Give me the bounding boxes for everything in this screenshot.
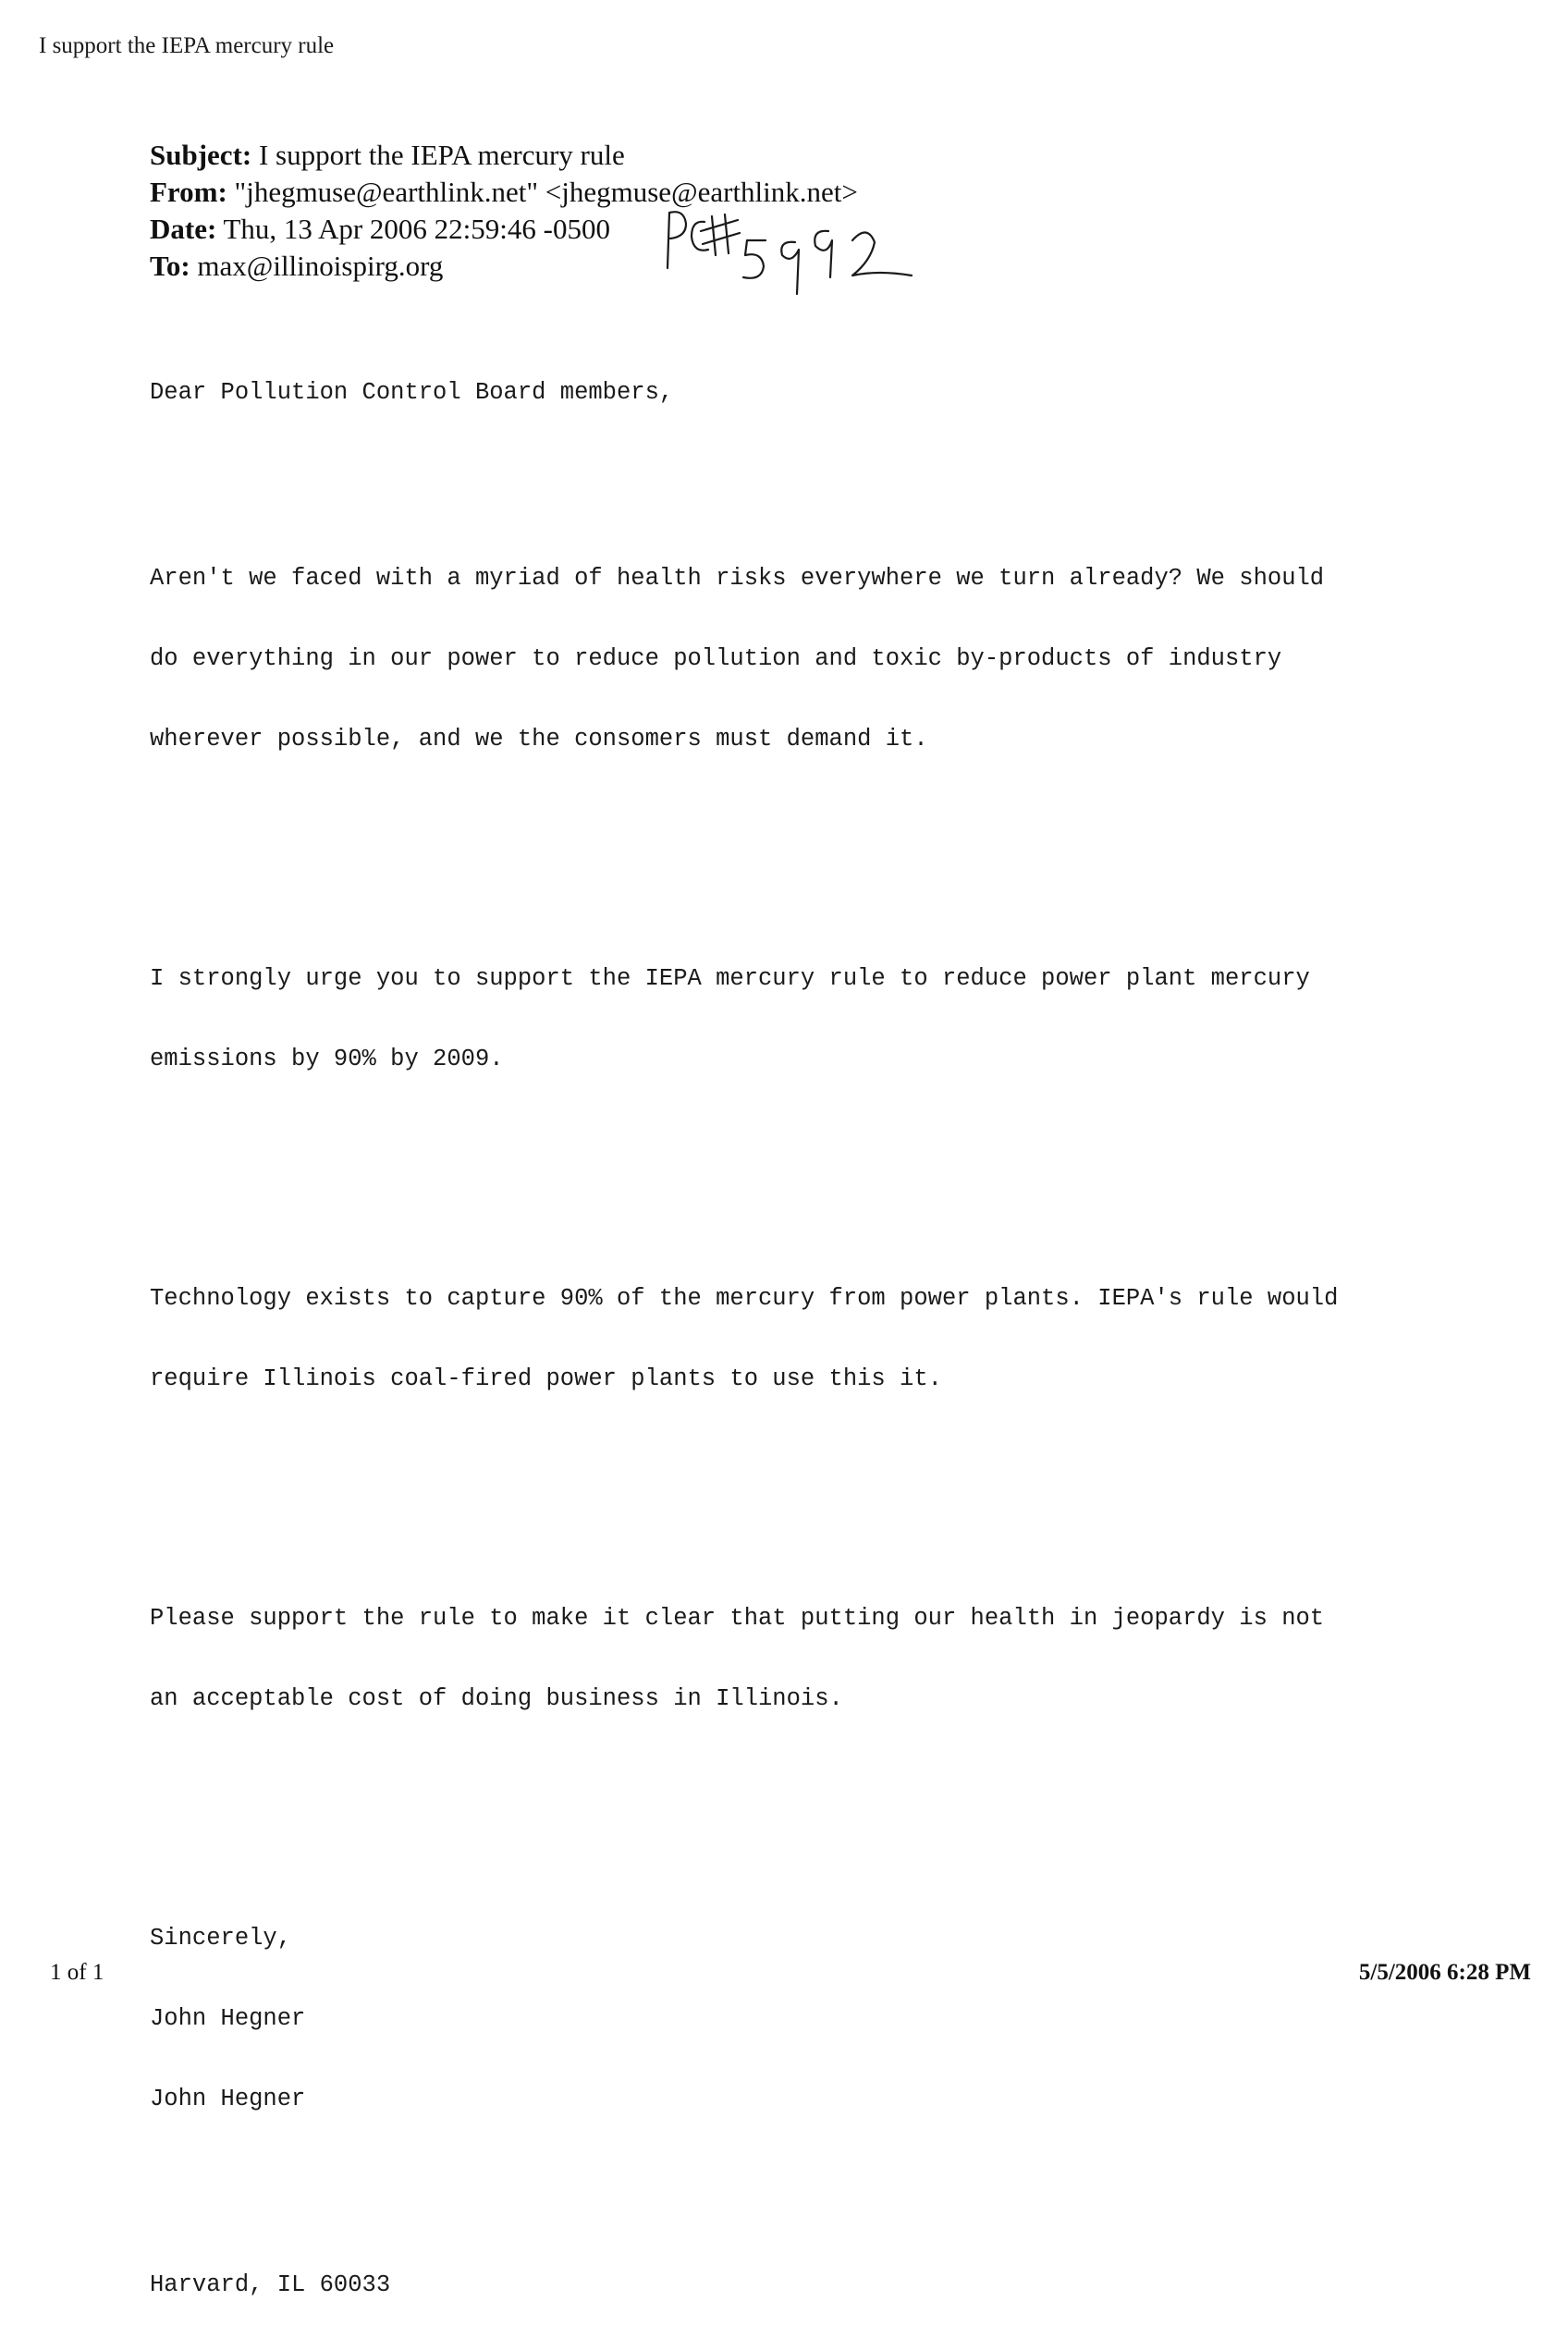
sender-location: Harvard, IL 60033 [150,2271,391,2298]
body-paragraph-4 [150,1551,1472,1766]
date-value: Thu, 13 Apr 2006 22:59:46 -0500 [223,213,610,245]
from-label: From: [150,176,227,208]
body-line: require Illinois coal-fired power plants to use this it. [150,1365,942,1392]
signature-line: John Hegner [150,2005,306,2032]
body-line: I strongly urge you to support the IEPA mercury rule to reduce power plant mercury [150,965,1310,992]
body-line: do everything in our power to reduce pollution and toxic by-products of industry [150,645,1282,672]
handwritten-stamp-icon [647,203,925,305]
print-timestamp: 5/5/2006 6:28 PM [1358,1960,1531,1985]
closing-block [150,1871,1472,2166]
from-value: "jhegmuse@earthlink.net" <jhegmuse@earthlink.net> [234,176,858,208]
body-line: Aren't we faced with a myriad of health risks everywhere we turn already? We should [150,565,1325,592]
body-line: wherever possible, and we the consomers must demand it. [150,726,928,753]
body-paragraph-2 [150,912,1472,1126]
body-line: Technology exists to capture 90% of the mercury from power plants. IEPA's rule would [150,1285,1339,1312]
body-line: Please support the rule to make it clear that putting our health in jeopardy is not [150,1605,1325,1632]
salutation: Dear Pollution Control Board members, [150,379,674,406]
to-label: To: [150,250,190,282]
body-paragraph-3 [150,1231,1472,1446]
subject-row [150,137,858,174]
body-line: an acceptable cost of doing business in Illinois. [150,1685,843,1712]
email-body [150,325,1472,2350]
date-label: Date: [150,213,217,245]
closing-line: Sincerely, [150,1925,292,1952]
signature-line: John Hegner [150,2086,306,2112]
subject-value: I support the IEPA mercury rule [258,139,625,171]
page-number: 1 of 1 [50,1960,104,1985]
to-value: max@illinoispirg.org [197,250,444,282]
body-line: emissions by 90% by 2009. [150,1046,504,1072]
subject-label: Subject: [150,139,252,171]
body-paragraph-1 [150,511,1472,806]
print-header-title: I support the IEPA mercury rule [39,33,335,58]
handwritten-stamp [647,203,925,305]
